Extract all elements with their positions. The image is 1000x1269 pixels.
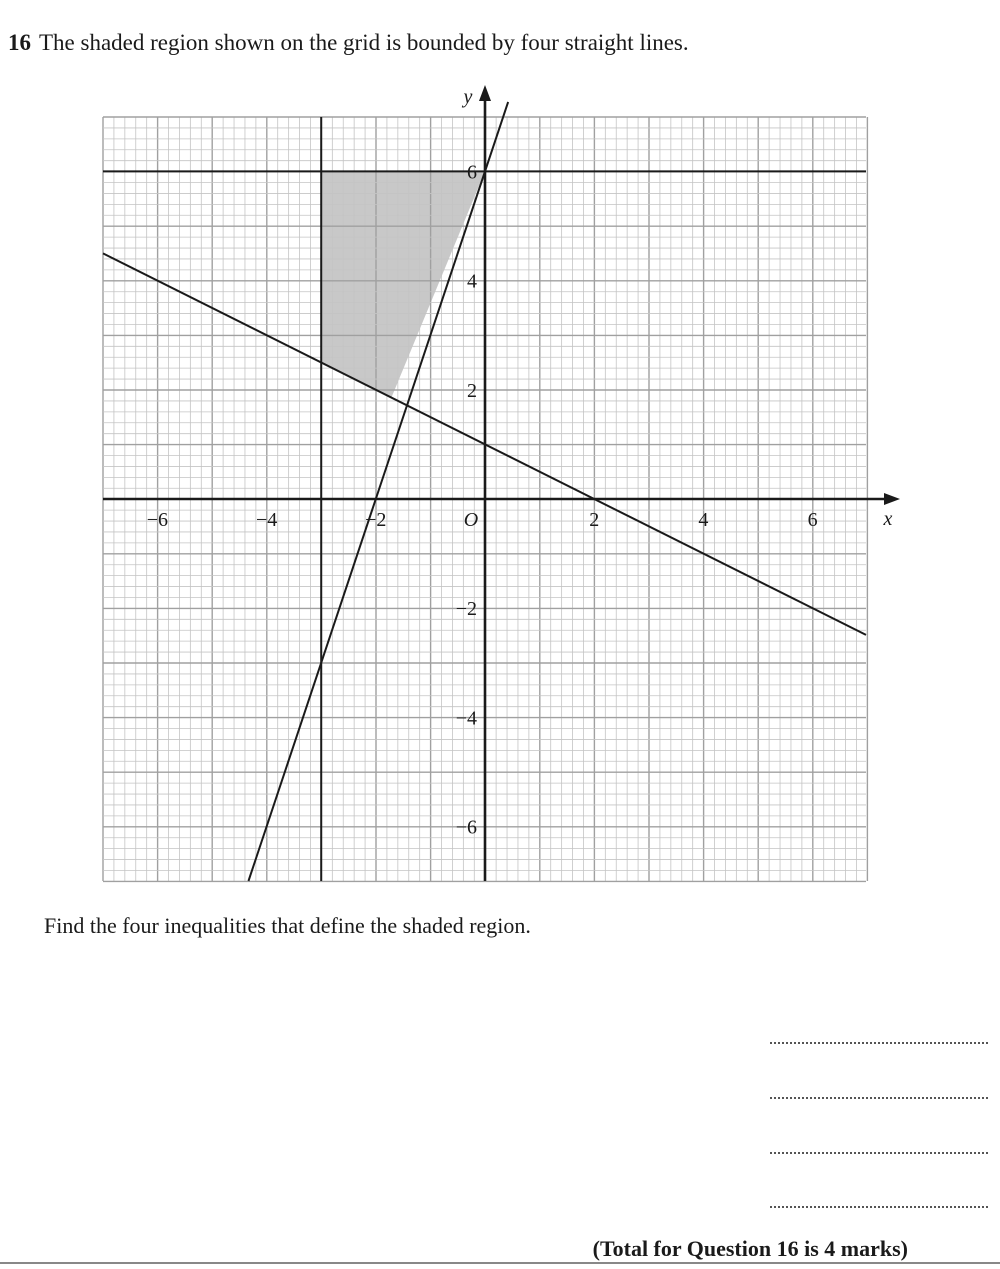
x-axis-label: x — [883, 508, 893, 530]
question-text: The shaded region shown on the grid is bounded by four straight lines. — [39, 30, 689, 55]
y-tick-label: −4 — [455, 707, 477, 730]
x-tick-label: 2 — [589, 509, 600, 531]
y-tick-label: 6 — [467, 161, 477, 184]
origin-label: O — [463, 509, 479, 531]
shaded-region — [321, 171, 485, 397]
answer-line-1[interactable] — [770, 1042, 988, 1044]
y-tick-label: 4 — [467, 270, 477, 293]
y-axis-label: y — [463, 86, 473, 108]
bottom-rule — [0, 1262, 1000, 1264]
y-axis-arrow — [479, 85, 491, 101]
y-tick-label: −2 — [455, 598, 477, 621]
total-marks: (Total for Question 16 is 4 marks) — [592, 1236, 908, 1261]
question-number: 16 — [8, 30, 31, 55]
question-prompt: Find the four inequalities that define the shaded region. — [44, 913, 531, 938]
y-tick-label: −6 — [455, 816, 477, 839]
x-tick-label: −2 — [365, 509, 387, 531]
x-tick-label: −6 — [146, 509, 169, 531]
x-tick-label: −4 — [255, 509, 278, 531]
x-axis-arrow — [884, 493, 900, 505]
x-tick-label: 4 — [698, 509, 709, 531]
answer-line-2[interactable] — [770, 1097, 988, 1099]
y-tick-label: 2 — [467, 379, 477, 402]
x-tick-label: 6 — [807, 509, 818, 531]
answer-line-4[interactable] — [770, 1206, 988, 1208]
answer-line-3[interactable] — [770, 1152, 988, 1154]
